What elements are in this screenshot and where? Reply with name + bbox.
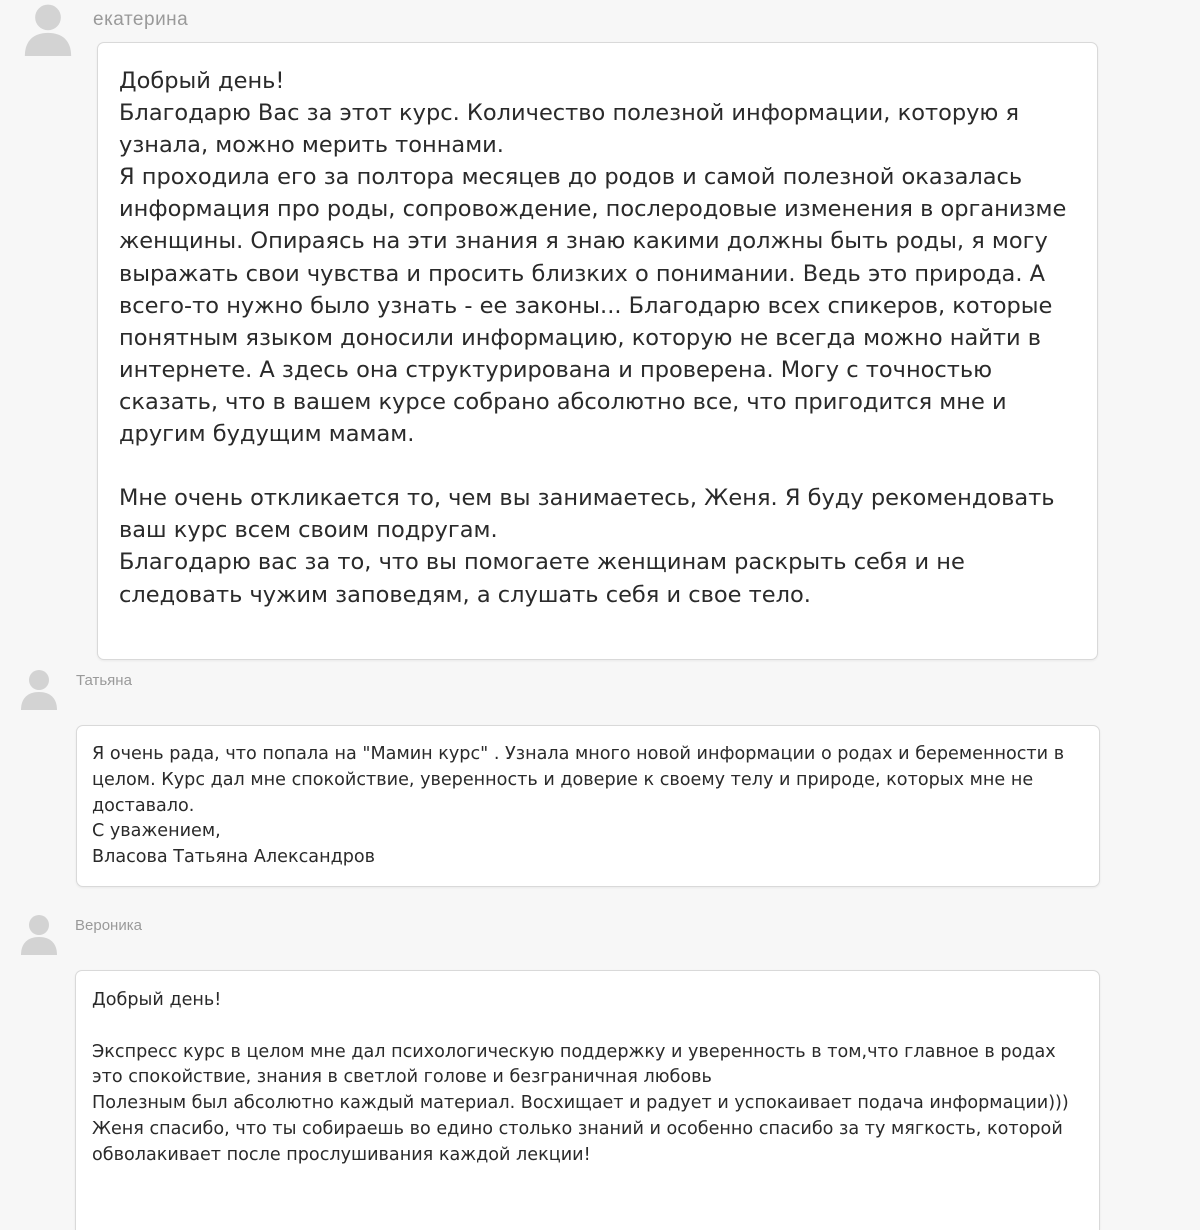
- review-bubble: [75, 970, 1100, 1230]
- review-text: Добрый день! Экспресс курс в целом мне дал психологическую поддержку и уверенность в том,что главное в родах это спокойствие, знания в светлой голове и безграничная любовь Полезным был абсолютно каждый материал. Восхищает и радует и успокаивает подача информации))) Женя спасибо, что ты собираешь во едино столько знаний и особенно спасибо за ту мягкость, которой обволакивает после прослушивания каждой лекции!: [92, 990, 1069, 1165]
- review-author: Вероника: [75, 917, 142, 934]
- review-text: Добрый день! Благодарю Вас за этот курс. Количество полезной информации, которую я узнала, можно мерить тоннами. Я проходила его за полтора месяцев до родов и самой полезной оказалась информация про роды, сопровождение, послеродовые изменения в организме женщины. Опираясь на эти знания я знаю какими должны быть роды, я могу выражать свои чувства и просить близких о понимании. Ведь это природа. А всего-то нужно было узнать - ее законы... Благодарю всех спикеров, которые понятным языком доносили информацию, которую не всегда можно найти в интернете. А здесь она структурирована и проверена. Могу с точностью сказать, что в вашем курсе собрано абсолютно все, что пригодится мне и другим будущим мамам. Мне очень откликается то, чем вы занимаетесь, Женя. Я буду рекомендовать ваш курс всем своим подругам. Благодарю вас за то, что вы помогаете женщинам раскрыть себя и не следовать чужим заповедям, а слушать себя и свое тело.: [119, 68, 1067, 608]
- review-bubble: [97, 42, 1098, 660]
- user-avatar-icon: [19, 913, 59, 955]
- review-text: Я очень рада, что попала на "Мамин курс" . Узнала много новой информации о родах и беременности в целом. Курс дал мне спокойствие, уверенность и доверие к своему телу и природе, которых мне не доставало. С уважением, Власова Татьяна Александров: [92, 744, 1065, 868]
- review-author: Татьяна: [76, 672, 132, 689]
- review-bubble: [76, 725, 1100, 887]
- user-avatar-icon: [22, 2, 74, 56]
- user-avatar-icon: [19, 668, 59, 710]
- review-author: екатерина: [93, 9, 189, 30]
